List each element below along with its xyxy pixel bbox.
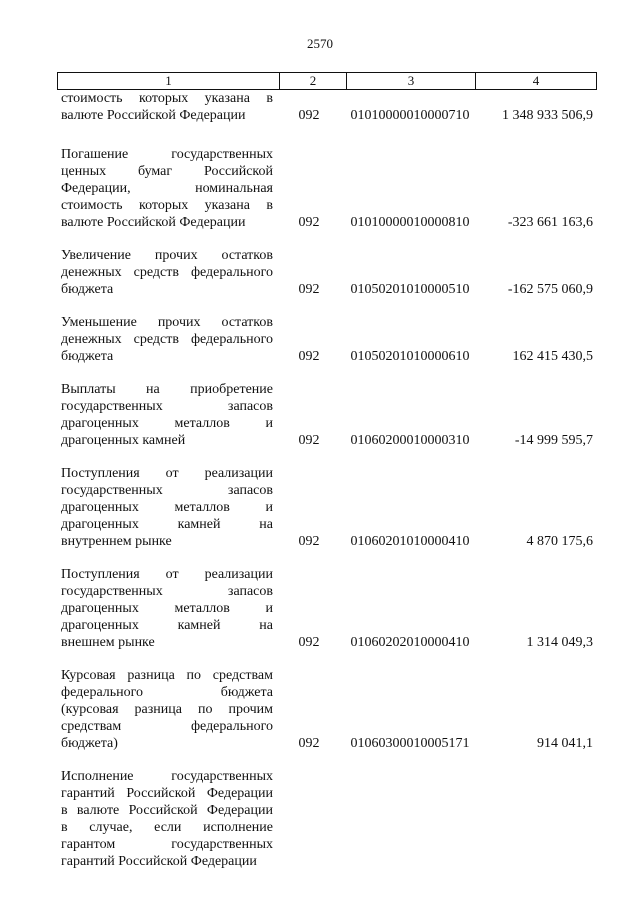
row-code: 092 <box>298 282 320 297</box>
description-line: государственных запасов <box>61 584 273 599</box>
description-line: (курсовая разница по прочим <box>61 702 273 717</box>
row-description <box>61 381 273 449</box>
row-description <box>61 90 273 124</box>
row-kbk: 01050201010000510 <box>350 282 470 297</box>
description-line: драгоценных камней <box>61 433 186 448</box>
row-kbk: 01010000010000710 <box>350 108 470 123</box>
row-code: 092 <box>298 736 320 751</box>
table-row <box>57 667 597 752</box>
table-row <box>57 247 597 298</box>
description-line: Федерации, номинальная <box>61 181 273 196</box>
description-line: Поступления от реализации <box>61 466 273 481</box>
row-description <box>61 314 273 365</box>
row-kbk: 01060200010000310 <box>350 433 470 448</box>
description-line: федерального бюджета <box>61 685 273 700</box>
table-row <box>57 566 597 651</box>
row-amount: -14 999 595,7 <box>514 433 593 448</box>
row-description <box>61 768 273 870</box>
description-line: Выплаты на приобретение <box>61 382 273 397</box>
row-description <box>61 667 273 752</box>
description-line: внешнем рынке <box>61 635 155 650</box>
description-line: драгоценных металлов и <box>61 500 273 515</box>
description-line: Уменьшение прочих остатков <box>61 315 273 330</box>
row-description <box>61 566 273 651</box>
description-line: государственных запасов <box>61 483 273 498</box>
page-number: 2570 <box>307 36 333 51</box>
table-row <box>57 90 597 124</box>
row-description <box>61 146 273 231</box>
table-body <box>57 90 597 886</box>
row-amount: 1 348 933 506,9 <box>502 108 593 123</box>
description-line: денежных средств федерального <box>61 332 273 347</box>
description-line: Поступления от реализации <box>61 567 273 582</box>
row-amount: -323 661 163,6 <box>507 215 593 230</box>
row-amount: 4 870 175,6 <box>526 534 593 549</box>
row-amount: 1 314 049,3 <box>526 635 593 650</box>
description-line: в валюте Российской Федерации <box>61 803 273 818</box>
row-kbk: 01060202010000410 <box>350 635 470 650</box>
description-line: бюджета) <box>61 736 118 751</box>
description-line: драгоценных камней на <box>61 618 273 633</box>
header-col-1: 1 <box>165 73 172 88</box>
table-row <box>57 314 597 365</box>
row-kbk: 01050201010000610 <box>350 349 470 364</box>
row-amount: -162 575 060,9 <box>507 282 593 297</box>
table-row <box>57 768 597 870</box>
row-kbk: 01010000010000810 <box>350 215 470 230</box>
description-line: бюджета <box>61 282 114 297</box>
description-line: гарантий Российской Федерации <box>61 786 273 801</box>
row-code: 092 <box>298 433 320 448</box>
description-line: денежных средств федерального <box>61 265 273 280</box>
row-amount: 914 041,1 <box>537 736 593 751</box>
row-description <box>61 465 273 550</box>
description-line: средствам федерального <box>61 719 273 734</box>
description-line: Исполнение государственных <box>61 769 273 784</box>
description-line: бюджета <box>61 349 114 364</box>
description-line: драгоценных металлов и <box>61 416 273 431</box>
description-line: валюте Российской Федерации <box>61 108 246 123</box>
description-line: стоимость которых указана в <box>61 198 273 213</box>
row-code: 092 <box>298 534 320 549</box>
description-line: гарантий Российской Федерации <box>61 854 257 869</box>
description-line: гарантом государственных <box>61 837 273 852</box>
row-code: 092 <box>298 635 320 650</box>
header-col-4: 4 <box>475 73 596 89</box>
row-code: 092 <box>298 215 320 230</box>
table-header <box>57 72 597 90</box>
row-description <box>61 247 273 298</box>
description-line: государственных запасов <box>61 399 273 414</box>
description-line: Погашение государственных <box>61 147 273 162</box>
row-kbk: 01060300010005171 <box>350 736 470 751</box>
table-row <box>57 381 597 449</box>
header-col-2: 2 <box>279 73 346 89</box>
row-kbk: 01060201010000410 <box>350 534 470 549</box>
description-line: ценных бумаг Российской <box>61 164 273 179</box>
table-row <box>57 465 597 550</box>
description-line: валюте Российской Федерации <box>61 215 246 230</box>
description-line: Увеличение прочих остатков <box>61 248 273 263</box>
description-line: драгоценных металлов и <box>61 601 273 616</box>
table-row <box>57 146 597 231</box>
description-line: в случае, если исполнение <box>61 820 273 835</box>
row-code: 092 <box>298 108 320 123</box>
description-line: Курсовая разница по средствам <box>61 668 273 683</box>
description-line: внутреннем рынке <box>61 534 172 549</box>
header-col-3: 3 <box>346 73 475 89</box>
description-line: стоимость которых указана в <box>61 91 273 106</box>
description-line: драгоценных камней на <box>61 517 273 532</box>
row-amount: 162 415 430,5 <box>512 349 593 364</box>
row-code: 092 <box>298 349 320 364</box>
